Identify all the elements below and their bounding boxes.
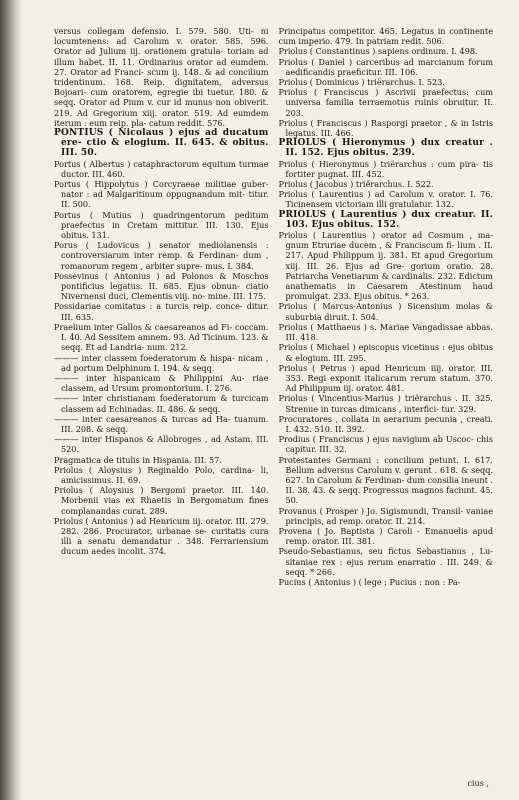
index-entry: PONTIUS ( Nicolaus ) ejus ad ducatum ere- ctio & elogium. II. 645. & obitus. III. 50. bbox=[54, 128, 269, 159]
index-entry: Possevinus ( Antonius ) ad Polonos & Moschos pontificius legatus. II. 685. Ejus obnun- ciatio Nivernensi duci, Clementis viij. no- mine. III. 175. bbox=[54, 270, 269, 302]
index-entry: Pragmatica de titulis in Hispania. III. 57. bbox=[54, 454, 222, 465]
index-entry: Priolus ( Matthaeus ) s. Mariae Vangadissae abbas. III. 418. bbox=[278, 321, 493, 343]
index-entry: Provanus ( Prosper ) Jo. Sigismundi, Transil- vaniae principis, ad remp. orator. II. 214. bbox=[278, 505, 493, 526]
index-entry: ——— inter classem foederatorum & hispa- nicam , ad portum Delphinum I. 194. & seqq. bbox=[54, 352, 269, 373]
index-entry: Priolus ( Dominicus ) triërarchus. I. 523. bbox=[278, 77, 445, 88]
index-entry: PRIOLUS ( Laurentius ) dux creatur. II. 103. Ejus obitus. 152. bbox=[278, 209, 493, 230]
index-entry: Priolus ( Marcus-Antonius ) Sicensium molas & suburbia diruit. I. 504. bbox=[278, 301, 493, 322]
catchword: cius , bbox=[467, 778, 489, 788]
index-entry: Portus ( Albertus ) cataphractorum equitum turmae ductor. III. 460. bbox=[54, 158, 269, 179]
index-entry: Provena ( Jo. Baptista ) Caroli - Emanuelis apud remp. orator. III. 381. bbox=[278, 525, 493, 547]
index-entry: Priolus ( Franciscus ) Rasporgi praetor , & in Istris legatus. III. 466. bbox=[278, 117, 493, 139]
index-entry: Protestantes Germani : concilium petunt. I. 617. Bellum adversus Carolum v. gerunt . 618. & seqq. 627. In Carolum & Ferdinan- dum consilia ineunt . II. 38. 43. & seqq. Progressus magnos faciunt. 45. 50. bbox=[278, 454, 493, 506]
index-entry: ——— inter christianam foederatorum & turcicam classem ad Echinadas. II. 486. & seqq. bbox=[54, 393, 269, 414]
index-entry: Portus ( Mutius ) quadringentorum peditum praefectus in Cretam mittitur. III. 130. Ejus obitus. 131. bbox=[54, 209, 269, 241]
index-entry: Portus ( Hippolytus ) Corcyraeae militiae guber- nator : ad Malgaritinum oppugnandum mit- titur. II. 500. bbox=[54, 179, 269, 210]
index-entry: Priolus ( Petrus ) apud Henricum iiij. orator. III. 353. Regi exponit italicarum rerum statum. 370. Ad Philippum iij. orator. 481. bbox=[278, 362, 493, 394]
index-entry: Priolus ( Constantinus ) sapiens ordinum. I. 498. bbox=[278, 46, 478, 57]
index-entry: Priolus ( Laurentius ) orator ad Cosmum , ma- gnum Etruriae ducem , & Franciscum fi- lium . II. 217. Apud Philippum ij. 381. Et apud Gregorium xiij. III. 26. Ejus ad Gre- gorium oratio. 28. Patriarcha Venetiarum & cardinalis. 232. Edictum anathematis in Caesarem Atestinum haud promulgat. 233. Ejus obitus. * 263. bbox=[278, 230, 493, 302]
index-entry: Porus ( Ludovicus ) senator mediolanensis : controversiarum inter remp. & Ferdinan- dum , romanorum regem , arbiter supre- mus. I. 384. bbox=[54, 240, 269, 271]
index-entry: Priolus ( Daniel ) carceribus ad marcianum forum aedificandis praeficitur. III. 106. bbox=[278, 56, 493, 77]
index-entry: PRIOLUS ( Hieronymus ) dux creatur . II. 152. Ejus obitus. 239. bbox=[278, 138, 493, 159]
index-entry: ——— inter Hispanos & Allobroges , ad Astam. III. 520. bbox=[54, 434, 269, 455]
index-entry: Possidariae comitatus : a turcis reip. conce- ditur. III. 635. bbox=[54, 301, 269, 322]
index-entry: ——— inter caesareanos & turcas ad Ha- tuanum. III. 208. & seqq. bbox=[54, 413, 269, 434]
index-entry: Priolus ( Jacobus ) triërarchus. I. 522. bbox=[278, 179, 434, 190]
index-entry: Priolus ( Vincentius-Marius ) triërarchus . II. 325. Strenue in turcas dimicans , interfici- tur. 329. bbox=[278, 393, 493, 414]
book-binding-shadow bbox=[0, 0, 22, 800]
index-entry: Priolus ( Antonius ) ad Henricum iij. orator. III. 279. 282. 286. Procurator, urbanae se- curitatis cura illi a senatu demandatur . 348. Ferrariensium ducum aedes incolit. 374. bbox=[54, 515, 269, 557]
index-entry: ——— inter hispanicam & Philippini Au- riae classem, ad Ursum promontorium. I. 276. bbox=[54, 372, 269, 394]
index-entry: Priolus ( Franciscus ) Ascrivii praefectus: cum universa familia terraemotus ruinis obruitur. II. 203. bbox=[278, 87, 493, 118]
index-entry: Procuratores , collata in aerarium pecunia , creati. I. 432. 510. II. 392. bbox=[278, 413, 493, 434]
index-entry: Praelium inter Gallos & caesareanos ad Fi- coccam. I. 40. Ad Sessitem amnem. 93. Ad Ticinum. 123. & seqq. Et ad Landria- num. 212. bbox=[54, 321, 269, 353]
index-entry: Pseudo-Sebastianus, seu fictus Sebastianus , Lu- sitaniae rex : ejus rerum enarratio . III. 249. & seqq. * 266. bbox=[278, 546, 493, 577]
left-column bbox=[54, 26, 269, 800]
right-column bbox=[279, 26, 494, 800]
index-entry: Priolus ( Aloysius ) Bergomi praetor. III. 140. Morbenii vias ex Rhaetis in Bergomatum fines complanandas curat. 289. bbox=[54, 485, 269, 516]
index-entry: Priolus ( Laurentius ) ad Carolum v. orator. I. 76. Ticinensem victoriam illi gratulatur. 132. bbox=[278, 189, 493, 210]
index-entry: Priolus ( Michael ) episcopus vicetinus : ejus obitus & elogium. III. 295. bbox=[278, 342, 493, 363]
index-entry: Priolus ( Hieronymus ) triërarchus : cum pira- tis fortiter pugnat. III. 452. bbox=[278, 158, 493, 179]
index-entry: Principatus competitor. 465. Legatus in continente cum imperio. 479. In patriam redit. 506. bbox=[278, 26, 493, 47]
index-entry: Priolus ( Aloysius ) Reginaldo Polo, cardina- li, amicissimus. II. 69. bbox=[54, 464, 269, 485]
index-entry: versus collegam defensio. I. 579. 580. Uti- ni locumtenens: ad Carolum v. orator. 585. 596. Orator ad Julium iij. orationem gratula- toriam ad illum habet. II. 11. Ordinarius orator ad eumdem. 27. Orator ad Franci- scum ij. 148. & ad concilium tridentinum. 168. Reip. dignitatem, adversus Bojoari- cum oratorem, egregie ibi tuetur. 180. & seqq. Orator ad Pium v. cur id munus non obiverit. 219. Ad Gregorium xiij. orator. 519. Ad eumdem iterum : eum reip. pla- catum reddit. 576. bbox=[54, 26, 269, 128]
index-entry: Prodius ( Franciscus ) ejus navigium ab Uscoc- chis capitur. III. 32. bbox=[278, 434, 493, 455]
index-entry: Pucius ( Antonius ) ( lege : Pucius : non : Pa- bbox=[278, 576, 461, 587]
